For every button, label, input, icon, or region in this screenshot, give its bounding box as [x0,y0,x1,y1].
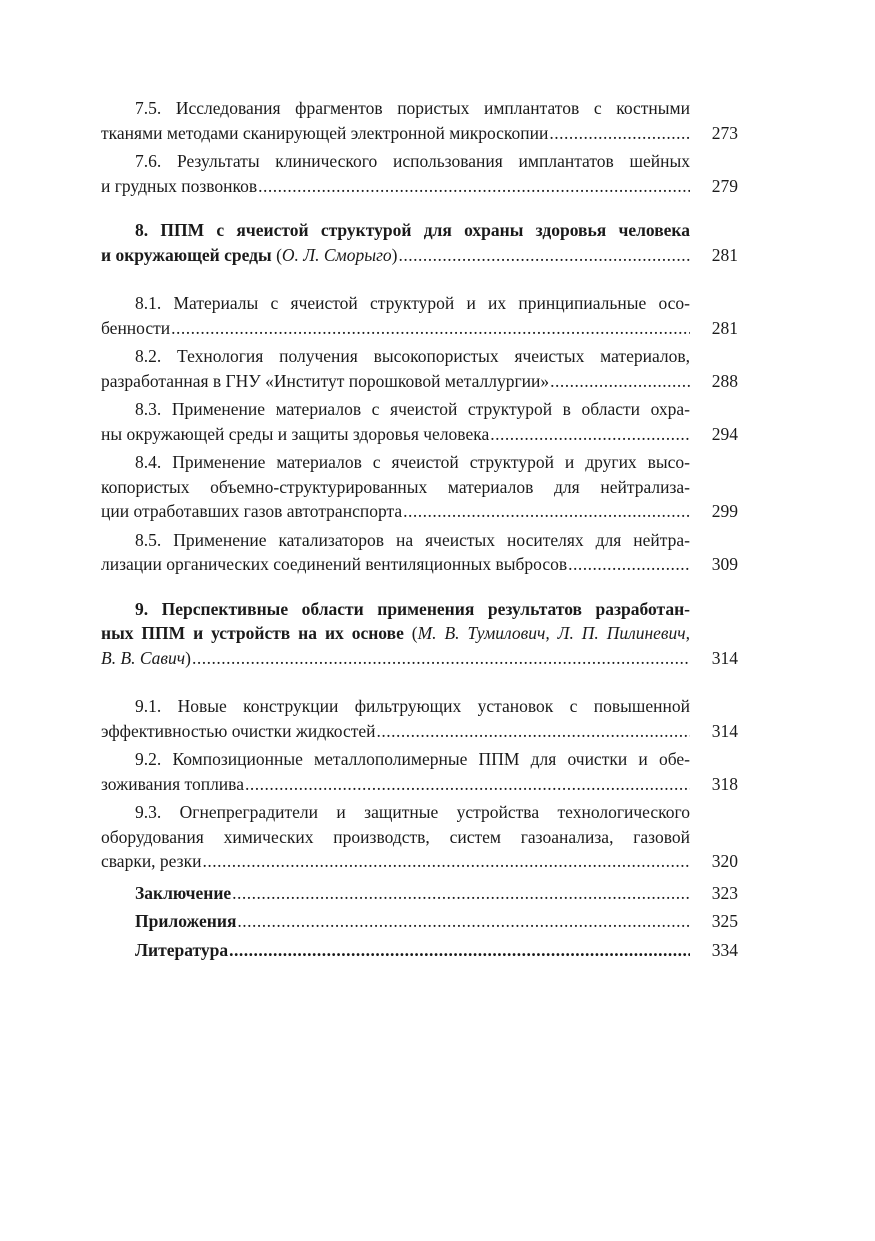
toc-entry-9-3[interactable] [101,800,738,874]
page-number: 281 [711,244,738,265]
toc-chapter-9[interactable]: 9. Перспективные области применения результатов разработан- ных ППМ и устройств на их основе (М. В. Тумилович, Л. П. Пилиневич, В. В. Савич) ..... 314 [101,597,738,671]
toc-entry-text: эффективностью очистки жидкостей [101,720,376,741]
page-number: 318 [711,773,738,794]
chapter-author: В. В. Савич [101,647,186,668]
toc-entry-8-5[interactable] [101,528,738,577]
toc-entry-text: ции отработавших газов автотранспорта [101,501,403,521]
chapter-author: М. В. Тумилович, Л. П. Пилиневич, [417,623,690,643]
toc-chapter-8[interactable]: 8. ППМ с ячеистой структурой для охраны здоровья человека и окружающей среды (О. Л. Сморыго) ..... 281 [101,218,738,267]
toc-entry-8-3[interactable] [101,397,738,446]
toc-entry-text: 8.3. Применение материалов с ячеистой структурой в области охра- [135,399,690,419]
dot-leader [549,121,690,146]
toc-entry-text: 7.6. Результаты клинического использования имплантатов шейных [135,151,690,171]
toc-entry-text: Приложения [135,911,237,931]
page-number: 314 [711,647,738,668]
toc-entry-8-1[interactable] [101,291,738,340]
page-number: 309 [711,554,738,574]
toc-entry-literature[interactable] [101,938,738,963]
dot-leader [258,174,690,199]
page-number: 294 [711,423,738,444]
toc-entry-8-2[interactable] [101,344,738,393]
page-number: 299 [711,501,738,521]
toc-entry-7-5[interactable] [101,96,738,145]
page-number: 279 [711,175,738,196]
dot-leader [245,772,690,797]
page-number: 273 [711,122,738,143]
page-number: 281 [711,317,738,338]
page-number: 314 [711,720,738,741]
page-number: 323 [711,882,738,903]
dot-leader [568,552,690,577]
dot-leader [490,422,690,447]
toc-entry-text: 8.4. Применение материалов с ячеистой структурой и других высо- [135,452,690,472]
toc-entry-text: Литература [135,939,229,960]
page-number: 334 [711,939,738,960]
toc-entry-text: 8.5. Применение катализаторов на ячеистых носителях для нейтра- [135,529,690,550]
toc-entry-conclusion[interactable] [101,881,738,906]
toc-entry-9-2[interactable] [101,747,738,796]
toc-entry-text: и грудных позвонков [101,175,258,196]
toc-entry-text: 8.1. Материалы с ячеистой структурой и их принципиальные осо- [135,293,690,313]
toc-entry-8-4[interactable] [101,450,738,524]
dot-leader [229,938,690,963]
toc-entry-text: 9.3. Огнепреградители и защитные устройства технологического [135,802,690,822]
chapter-title: ных ППМ и устройств на их основе [101,623,404,643]
toc-entry-text: 7.5. Исследования фрагментов пористых имплантатов с костными [135,98,690,118]
dot-leader [398,243,690,268]
toc-entry-text: лизации органических соединений вентиляционных выбросов [101,554,568,574]
dot-leader [171,316,690,341]
page-number: 325 [711,911,738,931]
chapter-title: 9. Перспективные области применения результатов разработан- [135,598,690,619]
toc-entry-text: Заключение [135,882,232,903]
toc-entry-text: 9.2. Композиционные металлополимерные ППМ для очистки и обе- [135,749,690,769]
dot-leader [403,499,690,524]
toc-entry-appendices[interactable] [101,909,738,934]
page-number: 288 [711,370,738,391]
toc-entry-7-6[interactable] [101,149,738,198]
dot-leader [202,849,690,874]
toc-entry-text: 9.1. Новые конструкции фильтрующих установок с повышенной [135,696,690,716]
toc-entry-text: зоживания топлива [101,773,244,794]
dot-leader [377,719,690,744]
toc-entry-text: оборудования химических производств, систем газоанализа, газовой [101,826,690,847]
toc-entry-text: разработанная в ГНУ «Институт порошковой металлургии» [101,370,550,391]
toc-entry-9-1[interactable] [101,694,738,743]
toc-entry-text: 8.2. Технология получения высокопористых ячеистых материалов, [135,346,690,366]
dot-leader [232,881,690,906]
toc-entry-text: ны окружающей среды и защиты здоровья человека [101,423,490,444]
toc-entry-text: копористых объемно-структурированных материалов для нейтрализа- [101,476,690,497]
chapter-title: и окружающей среды [101,244,272,265]
toc-entry-text: сварки, резки [101,851,202,871]
dot-leader [192,646,690,671]
dot-leader [237,909,690,934]
toc-entry-text: бенности [101,317,171,338]
chapter-title: 8. ППМ с ячеистой структурой для охраны здоровья человека [135,220,690,240]
chapter-author: О. Л. Сморыго [281,244,392,265]
dot-leader [550,369,690,394]
page-number: 320 [711,851,738,871]
toc-entry-text: тканями методами сканирующей электронной микроскопии [101,122,549,143]
table-of-contents [101,96,738,966]
